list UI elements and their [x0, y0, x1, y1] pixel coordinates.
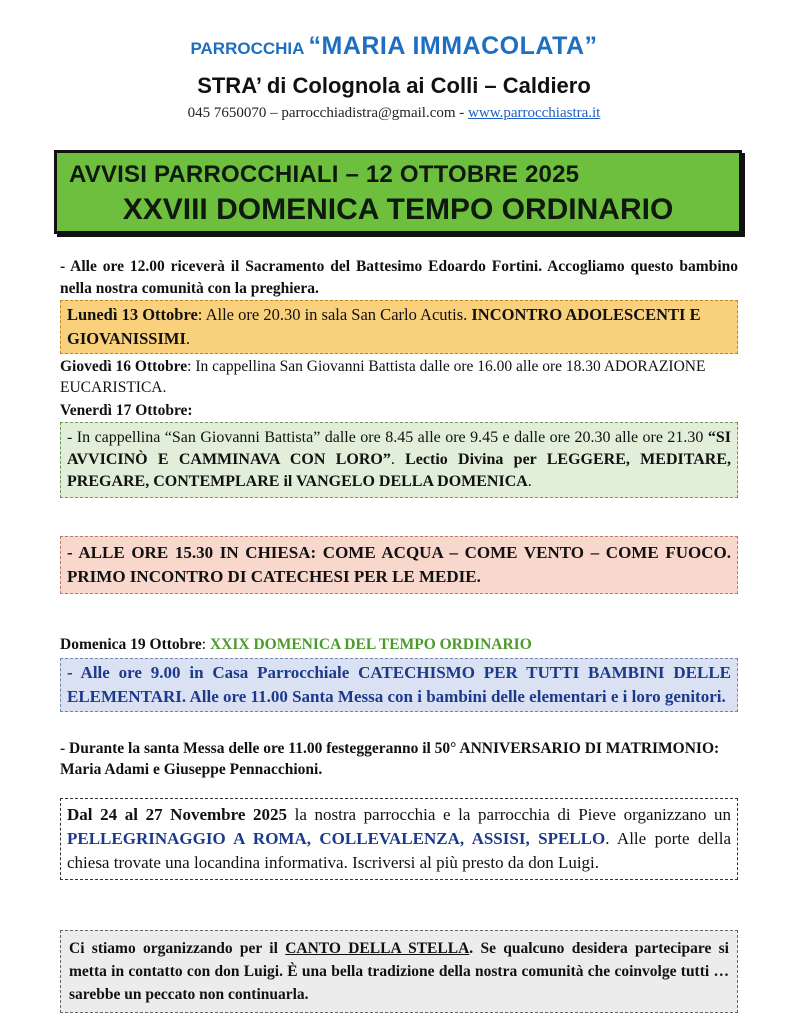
stella-text1: Ci stiamo organizzando per il [69, 940, 286, 957]
notice-catechesi-medie: - ALLE ORE 15.30 IN CHIESA: COME ACQUA – COME VENTO – COME FUOCO. PRIMO INCONTRO DI CATECHESI PER LE MEDIE. [60, 536, 738, 594]
notice-venerdi [60, 422, 738, 498]
pellegrinaggio-title: PELLEGRINAGGIO A ROMA, COLLEVALENZA, ASSISI, SPELLO [67, 829, 606, 848]
pellegrinaggio-dates: Dal 24 al 27 Novembre 2025 [67, 805, 288, 824]
domenica-title: XXIX DOMENICA DEL TEMPO ORDINARIO [209, 636, 532, 653]
notice-catechismo: - Alle ore 9.00 in Casa Parrocchiale CATECHISMO PER TUTTI BAMBINI DELLE ELEMENTARI. Alle ore 11.00 Santa Messa con i bambini delle elementari e i loro genitori. [60, 658, 738, 712]
website-link[interactable]: www.parrocchiastra.it [468, 105, 601, 121]
parish-subtitle: STRA’ di Colognola ai Colli – Caldiero [197, 73, 591, 98]
venerdi-bold1: “SI AVVICINÒ E CAMMINAVA CON LORO” [67, 429, 731, 468]
venerdi-day: Venerdì 17 Ottobre: [60, 402, 193, 419]
venerdi-bold2: Lectio Divina per LEGGERE, MEDITARE, PREGARE, CONTEMPLARE il VANGELO DELLA DOMENICA [67, 451, 731, 490]
stella-link: CANTO DELLA STELLA [285, 940, 470, 957]
banner-sunday-line: XXVIII DOMENICA TEMPO ORDINARIO [122, 193, 674, 226]
giovedi-day: Giovedì 16 Ottobre [60, 358, 188, 375]
notice-canto-stella [60, 930, 738, 1013]
stella-text2: . Se qualcuno desidera partecipare si metta in contatto con don Luigi. È una bella tradizione della nostra comunità che coinvolge tutti … sarebbe un peccato non continuarla. [69, 940, 729, 1003]
parish-prefix: PARROCCHIA [190, 39, 309, 58]
venerdi-end: . [527, 473, 532, 490]
giovedi-text: : In cappellina San Giovanni Battista dalle ore 16.00 alle ore 18.30 ADORAZIONE EUCARISTICA. [60, 358, 706, 396]
pellegrinaggio-text1: la nostra parrocchia e la parrocchia di Pieve organizzano un [287, 805, 731, 824]
domenica-sep: : [201, 636, 210, 653]
lunedi-day: Lunedì 13 Ottobre [67, 305, 198, 324]
contact-text: 045 7650070 – parrocchiadistra@gmail.com - [187, 105, 469, 121]
domenica-heading [60, 634, 738, 656]
notice-giovedi [60, 356, 738, 398]
title-banner [54, 150, 742, 234]
venerdi-text2: . [390, 451, 406, 468]
lunedi-end: . [185, 329, 191, 348]
notice-pellegrinaggio [60, 798, 738, 880]
banner-date-line: AVVISI PARROCCHIALI – 12 OTTOBRE 2025 [69, 161, 580, 188]
notice-anniversario: - Durante la santa Messa delle ore 11.00 festeggeranno il 50° ANNIVERSARIO DI MATRIMONIO: Maria Adami e Giuseppe Pennacchioni. [60, 740, 720, 778]
venerdi-text1: - In cappellina “San Giovanni Battista” dalle ore 8.45 alle ore 9.45 e dalle ore 20.30 alle ore 21.30 [67, 429, 708, 446]
parish-title [0, 32, 788, 61]
parish-contact [0, 105, 788, 122]
pellegrinaggio-text2: . Alle porte della chiesa trovate una locandina informativa. Iscriversi al più presto da don Luigi. [67, 829, 731, 872]
notice-lunedi [60, 300, 738, 354]
lunedi-bold: INCONTRO ADOLESCENTI E GIOVANISSIMI [67, 305, 701, 348]
notice-battesimo: - Alle ore 12.00 riceverà il Sacramento del Battesimo Edoardo Fortini. Accogliamo questo bambino nella nostra comunità con la preghiera. [60, 258, 738, 297]
parish-name: “MARIA IMMACOLATA” [308, 32, 598, 60]
lunedi-text: : Alle ore 20.30 in sala San Carlo Acutis. [197, 305, 472, 324]
domenica-day: Domenica 19 Ottobre [60, 636, 202, 653]
